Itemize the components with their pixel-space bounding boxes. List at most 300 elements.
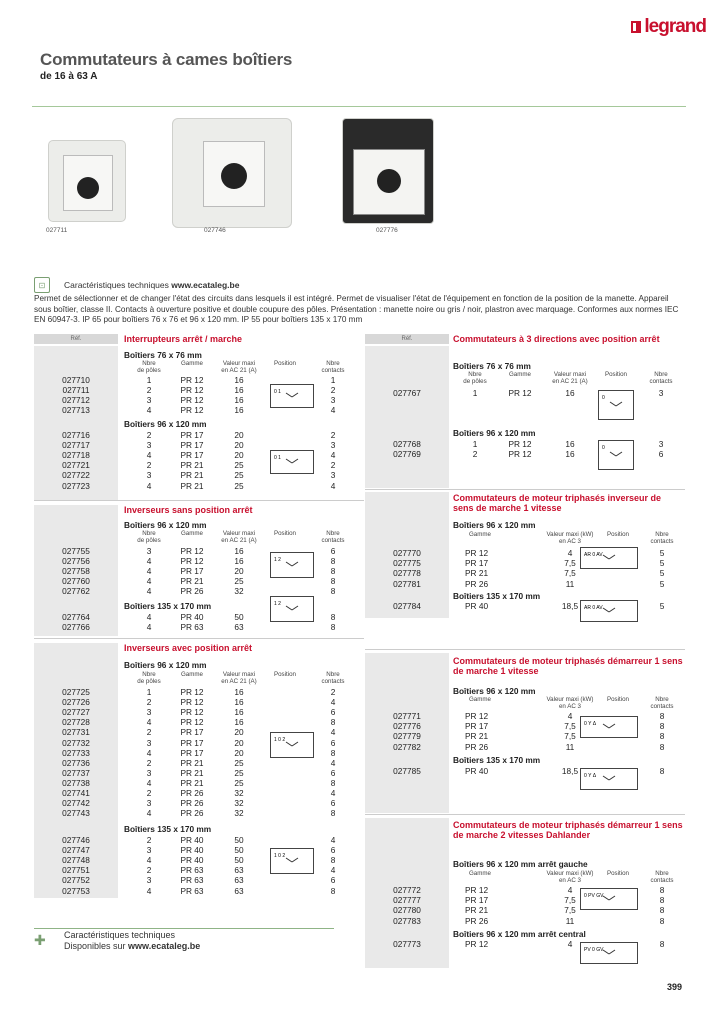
r3-row-contacts: 8 [659,711,665,721]
r3-row-ref: 027782 [393,741,421,752]
r3-row-contacts: 8 [659,741,665,752]
l2b-row-range: PR 40 [180,612,204,622]
r4b-row-value: 4 [567,939,573,949]
l3-row-value: 25 [234,767,244,778]
l3b-row-poles: 4 [146,885,152,896]
product-photo-3 [342,118,434,224]
l2-row-range: PR 17 [180,566,204,577]
l3b-row-poles: 3 [146,875,152,886]
l1b-row-contacts: 2 [330,460,336,471]
l1b-row-ref: 027721 [62,460,90,471]
r2b-row-range: PR 40 [465,601,489,611]
svg-text:1 0 2: 1 0 2 [274,737,286,743]
l1b-row-range: PR 21 [180,460,204,471]
r2-row-value: 7,5 [564,558,576,569]
l2b-row-contacts: 8 [330,622,336,633]
product-photo-1 [48,140,126,222]
box-heading: Boîtiers 96 x 120 mm [124,520,207,530]
l1-col-header: Position [273,360,296,367]
l3-row-ref: 027727 [62,707,90,718]
l1-row-value: 16 [234,385,244,396]
l1b-row-range: PR 17 [180,450,204,461]
l3b-row-range: PR 63 [180,865,204,876]
box-heading: Boîtiers 135 x 170 mm [453,591,541,601]
r3-row-value: 11 [565,741,575,752]
section-title-on-off: Interrupteurs arrêt / marche [124,334,243,344]
svg-text:1 2: 1 2 [274,601,281,607]
l3b-row-contacts: 4 [330,865,336,876]
l1-row-value: 16 [234,405,244,416]
r2-row-range: PR 26 [465,578,489,589]
l3-row-contacts: 4 [330,788,336,798]
l3b-row-ref: 027747 [62,845,90,856]
position-symbol [270,552,314,578]
l1b-row-ref: 027723 [62,480,90,491]
r4-row-contacts: 8 [659,905,665,916]
l2-row-value: 16 [234,556,244,567]
l3-row-poles: 2 [146,697,152,708]
r2b-row-ref: 027784 [393,601,421,611]
l3b-row-range: PR 40 [180,835,204,845]
position-symbol [270,732,314,758]
footer-divider [34,928,334,929]
l3-row-poles: 4 [146,808,152,819]
l2-col-header: Position [273,530,296,537]
l3-row-ref: 027736 [62,757,90,768]
l1b-row-ref: 027718 [62,450,90,461]
l3-row-contacts: 6 [330,737,336,748]
r2-row-ref: 027775 [393,558,421,569]
l3-col-header: Nbre contacts [321,671,345,685]
l2-row-value: 25 [234,576,244,587]
box-heading: Boîtiers 96 x 120 mm [124,660,207,670]
l3-row-value: 20 [234,747,244,758]
r2-row-value: 11 [565,578,575,589]
r2-row-ref: 027781 [393,578,421,589]
svg-text:1 2: 1 2 [274,557,281,563]
section-separator [365,489,685,490]
r3-row-range: PR 12 [465,711,489,721]
plus-icon: ✚ [34,932,46,948]
l1b-row-poles: 3 [146,440,152,451]
position-symbol [270,384,314,408]
l3-row-poles: 2 [146,727,152,738]
l2-row-range: PR 12 [180,556,204,567]
l3-row-ref: 027725 [62,687,90,697]
section-separator [365,814,685,815]
r3-col-header: Valeur maxi (kW) en AC 3 [546,696,594,710]
l3b-row-value: 50 [234,845,244,856]
l2-row-contacts: 8 [330,576,336,587]
l1b-row-poles: 2 [146,460,152,471]
l3-row-ref: 027737 [62,767,90,778]
l2-col-header: Gamme [180,530,203,537]
l2-col-header: Nbre de pôles [137,530,161,544]
l2b-row-value: 50 [234,612,244,622]
position-symbol [598,390,634,420]
l1-row-range: PR 12 [180,375,204,385]
section-separator [365,649,685,650]
l3b-row-ref: 027748 [62,855,90,866]
position-symbol [580,942,638,964]
section-separator [34,500,364,501]
r1b-row-value: 16 [565,449,575,460]
r2-col-header: Gamme [468,531,491,538]
l1b-row-contacts: 3 [330,440,336,451]
l3b-row-value: 50 [234,835,244,845]
l3-row-poles: 4 [146,717,152,728]
l1-row-ref: 027711 [62,385,90,396]
l2b-row-range: PR 63 [180,622,204,633]
r2-row-value: 4 [567,548,573,558]
l1-row-ref: 027713 [62,405,90,416]
l1-row-ref: 027710 [62,375,90,385]
l3b-row-ref: 027746 [62,835,90,845]
l3-row-ref: 027743 [62,808,90,819]
r4-row-ref: 027777 [393,895,421,906]
svg-text:AR 0 AV: AR 0 AV [584,552,603,558]
title-divider [32,106,686,107]
l2-row-ref: 027756 [62,556,90,567]
l3b-row-value: 63 [234,865,244,876]
position-symbol [580,888,638,910]
l3-row-poles: 3 [146,798,152,809]
position-symbol [580,768,638,790]
l1b-row-value: 20 [234,450,244,461]
r1-row-range: PR 12 [508,388,532,398]
l3b-row-value: 50 [234,855,244,866]
section-title-reversing: Commutateurs de moteur triphasés inverseur de sens de marche 1 vitesse [453,493,662,513]
r4-row-contacts: 8 [659,895,665,906]
l1b-row-value: 25 [234,470,244,481]
r3b-row-ref: 027785 [393,766,421,776]
l3-row-value: 16 [234,717,244,728]
l3-row-range: PR 12 [180,717,204,728]
r4-row-ref: 027780 [393,905,421,916]
l3-row-range: PR 26 [180,788,204,798]
l1-row-value: 16 [234,395,244,406]
l1b-row-value: 20 [234,440,244,451]
r4-col-header: Valeur maxi (kW) en AC 3 [546,870,594,884]
svg-text:0: 0 [602,395,605,401]
r3-row-value: 4 [567,711,573,721]
l3-row-contacts: 4 [330,757,336,768]
r4-row-value: 4 [567,885,573,895]
l2-row-poles: 4 [146,586,152,597]
l1b-row-ref: 027717 [62,440,90,451]
l1-row-poles: 4 [146,405,152,416]
r4-row-ref: 027772 [393,885,421,895]
position-symbol [580,547,638,569]
box-heading: Boîtiers 76 x 76 mm [124,350,202,360]
l2-row-contacts: 6 [330,546,336,556]
box-heading: Boîtiers 96 x 120 mm [124,419,207,429]
l3-row-value: 32 [234,798,244,809]
left-ref-header: Réf. [34,334,118,344]
l3b-row-range: PR 63 [180,885,204,896]
r4-row-value: 11 [565,915,575,926]
l1b-row-range: PR 17 [180,430,204,440]
l3-row-contacts: 8 [330,747,336,758]
l1-row-range: PR 12 [180,405,204,416]
l1-row-poles: 2 [146,385,152,396]
l2-col-header: Valeur maxi en AC 21 (A) [221,530,257,544]
r3b-row-range: PR 40 [465,766,489,776]
r2-col-header: Nbre contacts [650,531,674,545]
r4-row-range: PR 21 [465,905,489,916]
l2-row-value: 32 [234,586,244,597]
r4b-row-ref: 027773 [393,939,421,949]
l3b-row-range: PR 40 [180,845,204,856]
photo-caption-2: 027746 [204,227,226,234]
brand-logo: legrand [631,16,706,38]
l2-row-range: PR 21 [180,576,204,587]
r2-row-contacts: 5 [659,578,665,589]
l1b-row-contacts: 4 [330,480,336,491]
r1b-row-contacts: 6 [658,449,664,460]
r3-row-value: 7,5 [564,721,576,732]
r3-col-header: Nbre contacts [650,696,674,710]
l3-row-range: PR 17 [180,737,204,748]
l2-row-ref: 027758 [62,566,90,577]
r3-col-header: Gamme [468,696,491,703]
box-heading: Boîtiers 135 x 170 mm [124,601,212,611]
r3-row-value: 7,5 [564,731,576,742]
l2-row-ref: 027760 [62,576,90,587]
l3-row-contacts: 8 [330,808,336,819]
l3b-row-value: 63 [234,875,244,886]
r3-row-contacts: 8 [659,731,665,742]
r1b-row-poles: 2 [472,449,478,460]
r2-row-ref: 027778 [393,568,421,579]
l3-row-range: PR 17 [180,747,204,758]
l1b-row-range: PR 21 [180,470,204,481]
r1b-row-range: PR 12 [508,449,532,460]
info-text: Caractéristiques techniques [64,280,172,290]
position-symbol [598,440,634,470]
r2-row-contacts: 5 [659,558,665,569]
svg-text:PV 0 GV: PV 0 GV [584,947,604,953]
l3b-row-range: PR 40 [180,855,204,866]
l1-row-value: 16 [234,375,244,385]
r1-row-poles: 1 [472,388,478,398]
l3-row-poles: 4 [146,777,152,788]
l3-row-poles: 2 [146,757,152,768]
l1-row-range: PR 12 [180,395,204,406]
r3-row-ref: 027776 [393,721,421,732]
l3-row-ref: 027738 [62,777,90,788]
l3-row-range: PR 21 [180,767,204,778]
l1b-row-poles: 4 [146,480,152,491]
l1b-row-poles: 3 [146,470,152,481]
l2b-row-ref: 027764 [62,612,90,622]
r4b-row-range: PR 12 [465,939,489,949]
l1-row-contacts: 2 [330,385,336,396]
l3-row-value: 16 [234,697,244,708]
l1-col-header: Nbre contacts [321,360,345,374]
r2-col-header: Position [606,531,629,538]
product-photo-2 [172,118,292,228]
l1-col-header: Nbre de pôles [137,360,161,374]
l3-row-range: PR 12 [180,707,204,718]
l3-row-contacts: 6 [330,767,336,778]
l2-row-ref: 027755 [62,546,90,556]
l1b-row-contacts: 4 [330,450,336,461]
l3-row-poles: 1 [146,687,152,697]
l3-row-range: PR 21 [180,757,204,768]
r2b-row-contacts: 5 [659,601,665,611]
r1b-row-range: PR 12 [508,439,532,449]
r4-col-header: Nbre contacts [650,870,674,884]
l1b-row-ref: 027716 [62,430,90,440]
r2-row-value: 7,5 [564,568,576,579]
l1-row-contacts: 3 [330,395,336,406]
l3b-row-ref: 027751 [62,865,90,876]
box-heading: Boîtiers 135 x 170 mm [124,824,212,834]
r4-row-contacts: 8 [659,915,665,926]
r2b-row-value: 18,5 [561,601,579,611]
l3b-row-poles: 2 [146,865,152,876]
r3b-row-contacts: 8 [659,766,665,776]
l3-row-contacts: 4 [330,697,336,708]
l3b-row-poles: 4 [146,855,152,866]
r2-col-header: Valeur maxi (kW) en AC 3 [546,531,594,545]
l2b-row-poles: 4 [146,622,152,633]
l3-row-ref: 027732 [62,737,90,748]
box-heading: Boîtiers 96 x 120 mm [453,686,536,696]
section-title-dahlander: Commutateurs de moteur triphasés démarreur 1 sens de marche 2 vitesses Dahlander [453,820,683,840]
l3-row-value: 32 [234,808,244,819]
l1b-row-contacts: 2 [330,430,336,440]
l2-row-poles: 4 [146,576,152,587]
r4-row-ref: 027783 [393,915,421,926]
l2b-row-contacts: 8 [330,612,336,622]
position-symbol [270,450,314,474]
section-separator [34,638,364,639]
r1b-row-contacts: 3 [658,439,664,449]
section-title-3-directions: Commutateurs à 3 directions avec position arrêt [453,334,660,344]
l3-row-poles: 2 [146,788,152,798]
l1-row-contacts: 4 [330,405,336,416]
l1b-row-range: PR 17 [180,440,204,451]
section-title-changeover: Inverseurs sans position arrêt [124,505,253,515]
r4-row-value: 7,5 [564,895,576,906]
l1-row-contacts: 1 [330,375,336,385]
box-heading: Boîtiers 135 x 170 mm [453,755,541,765]
r3-row-range: PR 21 [465,731,489,742]
box-heading: Boîtiers 76 x 76 mm [453,361,531,371]
right-ref-col-1 [365,346,449,488]
r4-row-range: PR 12 [465,885,489,895]
l3-row-ref: 027728 [62,717,90,728]
r3-row-ref: 027779 [393,731,421,742]
l1b-row-value: 20 [234,430,244,440]
position-symbol [580,716,638,738]
l3-row-value: 25 [234,757,244,768]
r3-row-range: PR 17 [465,721,489,732]
l2-row-contacts: 8 [330,566,336,577]
l3b-row-range: PR 63 [180,875,204,886]
r1-col-header: Nbre contacts [649,371,673,385]
svg-text:1 0 2: 1 0 2 [274,853,286,859]
section-title-starter-1: Commutateurs de moteur triphasés démarreur 1 sens de marche 1 vitesse [453,656,683,676]
svg-text:0 Y Δ: 0 Y Δ [584,721,597,727]
l3-row-contacts: 4 [330,727,336,738]
r4-row-range: PR 17 [465,895,489,906]
l3-row-contacts: 2 [330,687,336,697]
r4-col-header: Position [606,870,629,877]
svg-text:0 Y Δ: 0 Y Δ [584,773,597,779]
l1b-row-value: 25 [234,460,244,471]
l2b-row-value: 63 [234,622,244,633]
l3-row-ref: 027733 [62,747,90,758]
position-symbol [270,848,314,874]
l3-row-ref: 027741 [62,788,90,798]
l3-row-range: PR 12 [180,687,204,697]
l1-row-range: PR 12 [180,385,204,396]
footer-link[interactable]: www.ecataleg.be [128,941,201,951]
l2-row-range: PR 26 [180,586,204,597]
svg-text:0 1: 0 1 [274,455,281,461]
l3-row-value: 25 [234,777,244,788]
l3b-row-value: 63 [234,885,244,896]
r4-row-contacts: 8 [659,885,665,895]
svg-text:0: 0 [602,445,605,451]
r2-row-ref: 027770 [393,548,421,558]
l3b-row-ref: 027753 [62,885,90,896]
l3-row-contacts: 8 [330,717,336,728]
l3-row-range: PR 17 [180,727,204,738]
r2-row-range: PR 17 [465,558,489,569]
r2-row-contacts: 5 [659,568,665,579]
page-number: 399 [666,982,682,992]
l3b-row-poles: 3 [146,845,152,856]
l1b-row-range: PR 21 [180,480,204,491]
l2-row-value: 16 [234,546,244,556]
l3b-row-poles: 2 [146,835,152,845]
l1-col-header: Valeur maxi en AC 21 (A) [221,360,257,374]
l3-row-range: PR 12 [180,697,204,708]
r1-col-header: Nbre de pôles [463,371,487,385]
right-ref-header: Réf. [365,334,449,344]
l3-row-poles: 3 [146,767,152,778]
l2-row-poles: 4 [146,566,152,577]
l3-row-value: 16 [234,687,244,697]
l2-row-contacts: 8 [330,556,336,567]
l3b-row-contacts: 8 [330,885,336,896]
l3b-row-contacts: 6 [330,845,336,856]
l3-row-ref: 027742 [62,798,90,809]
l1b-row-poles: 4 [146,450,152,461]
l3-row-poles: 3 [146,707,152,718]
footer-text: Caractéristiques techniques Disponibles sur www.ecataleg.be [64,930,201,951]
position-symbol [580,600,638,622]
l1-row-poles: 3 [146,395,152,406]
l3-row-value: 32 [234,788,244,798]
l1-row-poles: 1 [146,375,152,385]
ecataleg-link[interactable]: www.ecataleg.be [171,280,240,290]
r3-row-ref: 027771 [393,711,421,721]
l3-row-value: 20 [234,727,244,738]
l3b-row-ref: 027752 [62,875,90,886]
r1b-row-value: 16 [565,439,575,449]
l1b-row-poles: 2 [146,430,152,440]
r4-col-header: Gamme [468,870,491,877]
l2-row-poles: 3 [146,546,152,556]
l3-row-contacts: 6 [330,707,336,718]
l3-row-contacts: 6 [330,798,336,809]
l2b-row-ref: 027766 [62,622,90,633]
